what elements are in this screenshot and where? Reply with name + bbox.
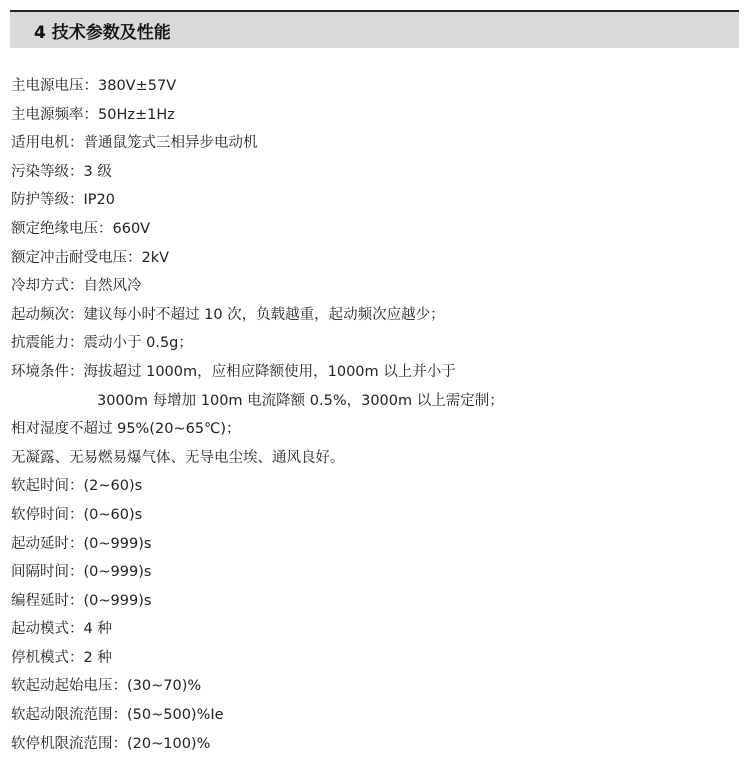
param-current-limit: 软起动限流范围：(50~500)%Ie xyxy=(11,707,224,724)
param-start-delay: 起动延时：(0~999)s xyxy=(11,535,152,552)
section-header xyxy=(10,10,739,48)
param-environment-continued: 3000m 每增加 100m 电流降额 0.5%，3000m 以上需定制； xyxy=(97,392,504,409)
parameter-list xyxy=(11,72,740,758)
param-initial-voltage: 软起动起始电压：(30~70)% xyxy=(11,678,202,695)
param-pollution-degree: 污染等级：3 级 xyxy=(11,163,112,180)
param-program-delay: 编程延时：(0~999)s xyxy=(11,592,152,609)
param-environment: 环境条件：海拔超过 1000m，应相应降额使用，1000m 以上并小于 xyxy=(11,363,456,380)
section-title: 4 技术参数及性能 xyxy=(34,22,171,43)
param-conditions: 无凝露、无易燃易爆气体、无导电尘埃、通风良好。 xyxy=(11,449,345,466)
param-applicable-motor: 适用电机：普通鼠笼式三相异步电动机 xyxy=(11,135,258,152)
param-main-voltage: 主电源电压：380V±57V xyxy=(11,78,177,94)
param-seismic: 抗震能力：震动小于 0.5g； xyxy=(11,335,193,352)
param-humidity: 相对湿度不超过 95%(20~65℃)； xyxy=(11,421,241,438)
param-stop-current-limit: 软停机限流范围：(20~100)% xyxy=(11,735,211,752)
param-main-frequency: 主电源频率：50Hz±1Hz xyxy=(11,106,175,123)
param-interval-time: 间隔时间：(0~999)s xyxy=(11,564,152,581)
param-insulation-voltage: 额定绝缘电压：660V xyxy=(11,220,151,237)
param-stop-modes: 停机模式：2 种 xyxy=(11,649,112,666)
param-start-modes: 起动模式：4 种 xyxy=(11,621,112,638)
param-start-frequency: 起动频次：建议每小时不超过 10 次，负载越重，起动频次应越少； xyxy=(11,306,445,323)
param-soft-stop-time: 软停时间：(0~60)s xyxy=(11,506,143,523)
param-cooling: 冷却方式：自然风冷 xyxy=(11,278,142,295)
param-soft-start-time: 软起时间：(2~60)s xyxy=(11,478,143,495)
param-impulse-voltage: 额定冲击耐受电压：2kV xyxy=(11,249,170,266)
param-protection-level: 防护等级：IP20 xyxy=(11,192,115,209)
